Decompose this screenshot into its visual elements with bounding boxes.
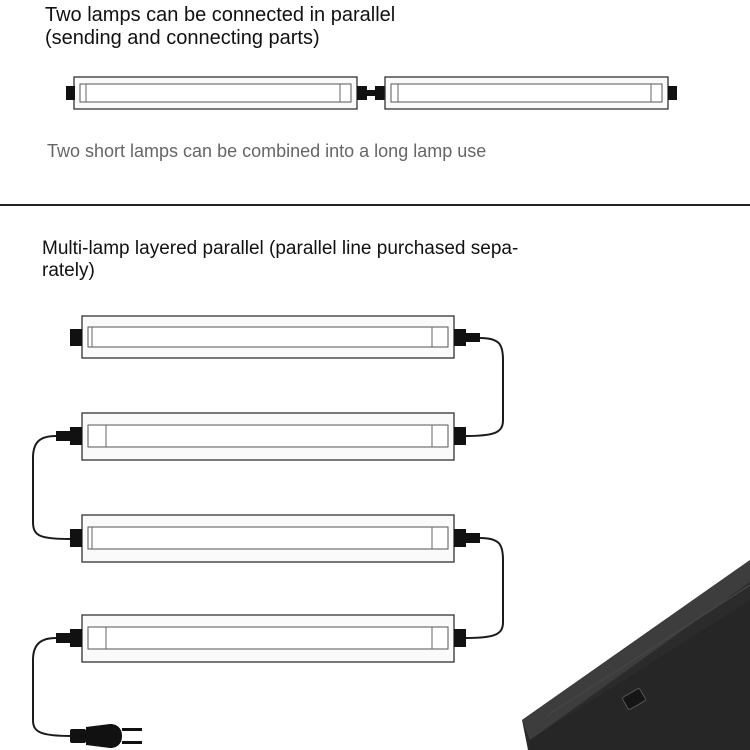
power-adapter <box>522 560 750 750</box>
lamp-row-2 <box>56 413 466 460</box>
power-plug-icon <box>70 724 142 748</box>
parallel-caption: Two short lamps can be combined into a long lamp use <box>47 141 487 161</box>
lamp-chain <box>33 316 503 748</box>
cable-2-3 <box>33 436 70 539</box>
lamp-short-left <box>66 77 357 109</box>
parallel-heading-line1: Two lamps can be connected in parallel <box>45 4 396 26</box>
cable-3-4 <box>466 538 503 638</box>
lamp-connector-joint <box>357 86 385 100</box>
layered-heading-line2: rately) <box>42 260 95 281</box>
lamp-pair <box>66 77 677 109</box>
lamp-row-3 <box>70 515 480 562</box>
lamp-row-4 <box>56 615 466 662</box>
cable-4-plug <box>33 638 72 736</box>
parallel-heading-line2: (sending and connecting parts) <box>45 27 320 49</box>
layered-heading-line1: Multi-lamp layered parallel (parallel line purchased sepa- <box>42 238 519 259</box>
lamp-row-1 <box>70 316 480 358</box>
lamp-short-right <box>385 77 677 109</box>
cable-1-2 <box>466 338 503 436</box>
